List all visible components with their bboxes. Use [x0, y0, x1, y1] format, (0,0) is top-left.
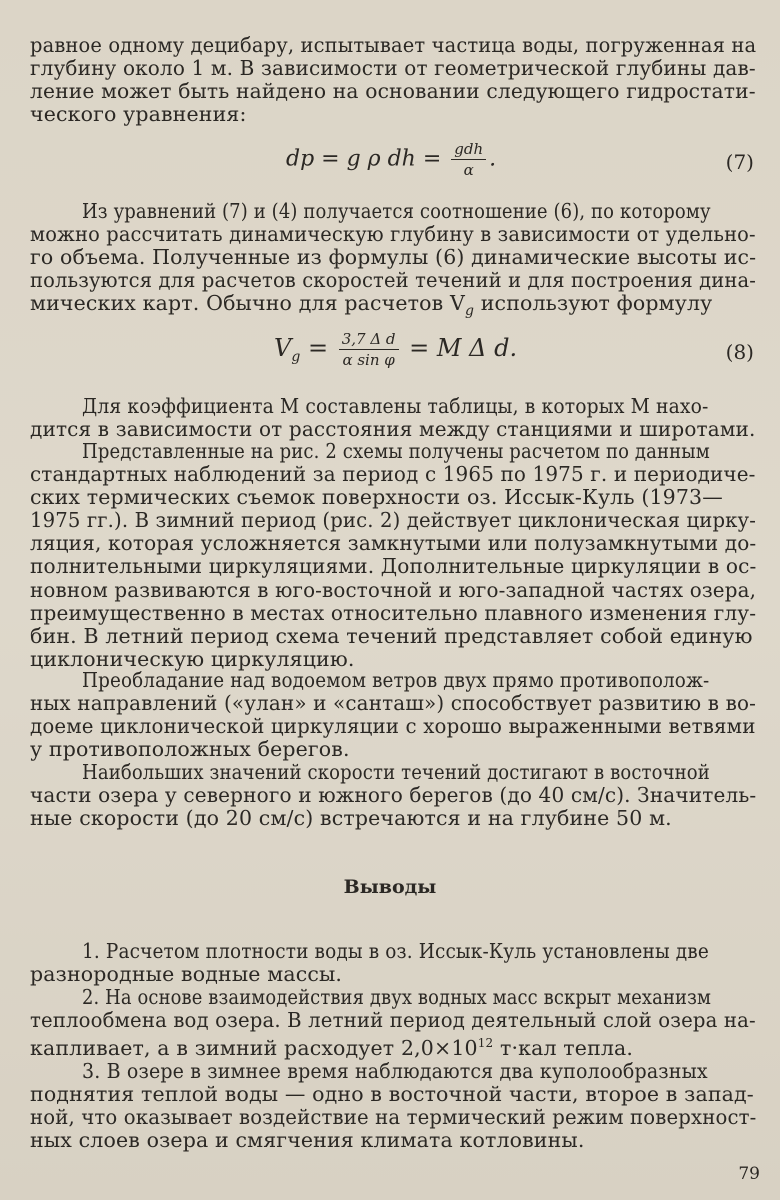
equation-8-fraction [339, 330, 399, 369]
equation-7-lhs: dp = g ρ dh = [286, 146, 442, 172]
conclusion-2 [30, 986, 756, 1060]
paragraph-winds [30, 669, 756, 761]
conclusion-1 [30, 940, 756, 986]
section-heading-conclusions: Выводы [343, 876, 437, 898]
equation-7-fraction [451, 140, 486, 179]
text-line: ление может быть найдено на основании следующего гидростати- [30, 79, 756, 104]
text-line: дится в зависимости от расстояния между станциями и широтами. [30, 417, 756, 442]
text-line: ческого уравнения: [30, 102, 247, 127]
subscript-g: g [464, 303, 475, 320]
text-line: теплообмена вод озера. В летний период деятельный слой озера на- [30, 1008, 756, 1033]
text-fragment: капливает, а в зимний расходует 2,0×10 [30, 1036, 478, 1061]
text-line: 2. На основе взаимодействия двух водных масс вскрыт механизм [82, 985, 712, 1009]
equation-8-equals: = [300, 334, 329, 362]
equation-7-number: (7) [725, 150, 754, 174]
equation-7-tail: . [489, 146, 497, 172]
equation-8-numerator: 3,7 Δ d [339, 330, 399, 350]
text-line: преимущественно в местах относительно плавного изменения глу- [30, 600, 757, 625]
text-line [30, 1032, 756, 1060]
text-fragment: т·кал тепла. [493, 1036, 634, 1061]
text-line: ляция, которая усложняется замкнутыми или полузамкнутыми до- [30, 531, 757, 556]
paragraph-speeds [30, 761, 756, 830]
text-line: ных направлений («улан» и «санташ») способствует развитию в во- [30, 691, 756, 716]
text-line: 1975 гг.). В зимний период (рис. 2) действует циклоническая цирку- [30, 508, 756, 533]
text-line: ной, что оказывает воздействие на термический режим поверхност- [30, 1105, 757, 1130]
equation-8-subscript: g [291, 349, 301, 365]
paragraph-coefficient [30, 395, 756, 441]
text-line: разнородные водные массы. [30, 962, 343, 987]
text-line: доеме циклонической циркуляции с хорошо выраженными ветвями [30, 714, 756, 739]
paragraph-schemes [30, 440, 756, 671]
text-line: можно рассчитать динамическую глубину в зависимости от удельно- [30, 222, 756, 247]
equation-8-denominator: α sin φ [342, 351, 395, 369]
equation-8-rhs: = M Δ d. [409, 334, 518, 362]
page-number: 79 [738, 1164, 760, 1184]
text-line: стандартных наблюдений за период с 1965 по 1975 г. и периодиче- [30, 462, 756, 487]
equation-8 [0, 330, 780, 380]
text-line: полнительными циркуляциями. Дополнительные циркуляции в ос- [30, 554, 757, 579]
text-line: 3. В озере в зимнее время наблюдаются два куполообразных [82, 1059, 708, 1083]
equation-7-denominator: α [463, 161, 474, 179]
equation-7-formula [286, 140, 496, 179]
text-line: пользуются для расчетов скоростей течений и для построения дина- [30, 268, 756, 293]
paragraph-dynamic-depth [30, 200, 756, 323]
text-line: новном развиваются в юго-восточной и юго-западной частях озера, [30, 577, 757, 602]
text-fragment: используют формулу [474, 291, 713, 316]
conclusion-3 [30, 1060, 756, 1152]
text-line: у противоположных берегов. [30, 737, 350, 762]
equation-8-formula [274, 330, 517, 369]
text-line: Из уравнений (7) и (4) получается соотношение (6), по которому [82, 199, 711, 223]
text-line: ных слоев озера и смягчения климата котловины. [30, 1128, 585, 1153]
text-line: го объема. Полученные из формулы (6) динамические высоты ис- [30, 245, 757, 270]
equation-8-v: V [274, 334, 292, 362]
text-line: глубину около 1 м. В зависимости от геометрической глубины дав- [30, 56, 756, 81]
text-line: Представленные на рис. 2 схемы получены расчетом по данным [82, 439, 710, 463]
equation-7-numerator: gdh [451, 140, 486, 160]
paragraph-intro [30, 34, 756, 126]
text-line: части озера у северного и южного берегов (до 40 см/с). Значитель- [30, 783, 757, 808]
text-line: Для коэффициента М составлены таблицы, в которых М нахо- [82, 394, 709, 418]
text-line: ских термических съемок поверхности оз. Иссык-Куль (1973— [30, 485, 723, 510]
superscript-exponent: 12 [477, 1036, 494, 1051]
text-line [30, 292, 756, 323]
text-line: Наибольших значений скорости течений достигают в восточной [82, 760, 710, 784]
equation-7 [0, 140, 780, 190]
text-line: циклоническую циркуляцию. [30, 646, 355, 671]
text-line: равное одному децибару, испытывает частица воды, погруженная на [30, 33, 757, 57]
equation-8-number: (8) [725, 340, 754, 364]
text-line: ные скорости (до 20 см/с) встречаются и на глубине 50 м. [30, 806, 672, 831]
text-line: 1. Расчетом плотности воды в оз. Иссык-Куль установлены две [82, 939, 709, 963]
text-line: поднятия теплой воды — одно в восточной части, второе в запад- [30, 1082, 754, 1107]
text-line: бин. В летний период схема течений представляет собой единую [30, 623, 753, 648]
text-line: Преобладание над водоемом ветров двух прямо противополож- [82, 668, 710, 692]
text-fragment: мических карт. Обычно для расчетов V [30, 291, 465, 316]
